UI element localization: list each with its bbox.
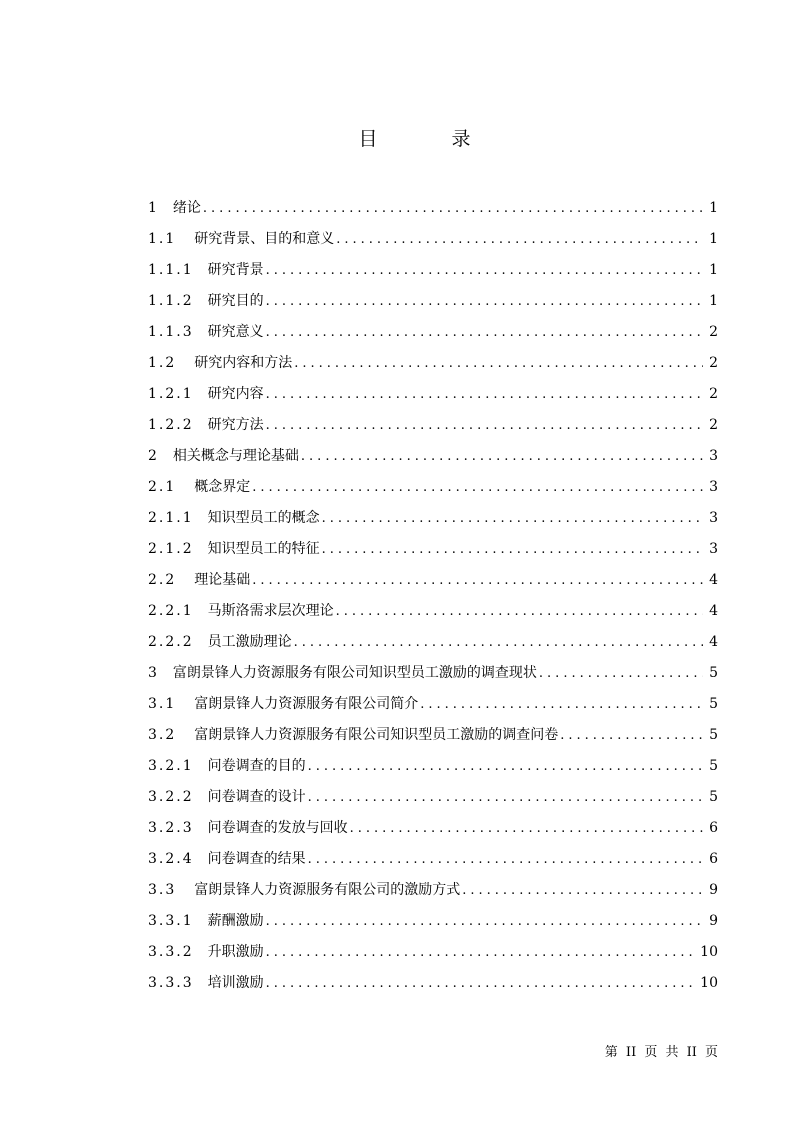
toc-entry-number: 1	[148, 200, 159, 216]
toc-entry-page: 3	[709, 541, 718, 557]
toc-entry-number: 3.3.2	[148, 944, 194, 960]
toc-entry-label: 马斯洛需求层次理论	[207, 603, 334, 619]
toc-entry-page: 1	[709, 262, 718, 278]
toc-entry-page: 5	[709, 789, 718, 805]
toc-entry[interactable]	[148, 568, 718, 599]
toc-entry-label: 富朗景锋人力资源服务有限公司的激励方式	[194, 882, 461, 898]
toc-entry[interactable]	[148, 754, 718, 785]
toc-leader-dots	[294, 352, 703, 376]
toc-entry[interactable]	[148, 320, 718, 351]
toc-leader-dots	[420, 693, 703, 717]
toc-entry-number: 2.2.1	[148, 603, 194, 619]
toc-entry-page: 4	[709, 634, 718, 650]
toc-entry-page: 9	[709, 913, 718, 929]
toc-entry-label: 培训激励	[207, 975, 264, 991]
toc-entry-page: 9	[709, 882, 718, 898]
toc-entry-page: 6	[709, 820, 718, 836]
toc-entry-label: 富朗景锋人力资源服务有限公司知识型员工激励的调查问卷	[194, 727, 559, 743]
toc-entry-number: 3.3	[148, 882, 177, 898]
toc-entry-number: 2	[148, 448, 159, 464]
toc-entry-label: 问卷调查的目的	[207, 758, 306, 774]
toc-entry-number: 3.2.4	[148, 851, 194, 867]
toc-entry-page: 2	[709, 355, 718, 371]
toc-entry-number: 3.2.1	[148, 758, 194, 774]
toc-entry-number: 2.2	[148, 572, 177, 588]
toc-entry-number: 3.1	[148, 696, 177, 712]
toc-entry[interactable]	[148, 847, 718, 878]
page-footer: 第 II 页 共 II 页	[604, 1045, 718, 1060]
toc-entry-page: 1	[709, 293, 718, 309]
toc-entry-page: 10	[700, 975, 718, 991]
toc-entry[interactable]	[148, 692, 718, 723]
toc-entry-label: 知识型员工的特征	[207, 541, 320, 557]
toc-entry-page: 3	[709, 510, 718, 526]
toc-leader-dots	[308, 786, 703, 810]
toc-entry[interactable]	[148, 599, 718, 630]
toc-leader-dots	[252, 569, 703, 593]
toc-entry-label: 研究意义	[207, 324, 264, 340]
toc-entry-page: 3	[709, 448, 718, 464]
toc-entry[interactable]	[148, 878, 718, 909]
toc-entry-label: 问卷调查的发放与回收	[207, 820, 348, 836]
toc-leader-dots	[266, 321, 703, 345]
toc-entry[interactable]	[148, 661, 718, 692]
toc-entry-page: 3	[709, 479, 718, 495]
toc-entry-label: 问卷调查的设计	[207, 789, 306, 805]
toc-entry-label: 知识型员工的概念	[207, 510, 320, 526]
toc-entry-number: 1.2.1	[148, 386, 194, 402]
toc-entry-number: 2.2.2	[148, 634, 194, 650]
toc-entry-number: 1.1.3	[148, 324, 194, 340]
toc-entry-number: 1.2.2	[148, 417, 194, 433]
toc-entry[interactable]	[148, 196, 718, 227]
toc-entry-label: 研究内容和方法	[194, 355, 293, 371]
toc-entry[interactable]	[148, 413, 718, 444]
toc-entry-number: 1.2	[148, 355, 177, 371]
toc-entry[interactable]	[148, 258, 718, 289]
toc-entry[interactable]	[148, 630, 718, 661]
toc-entry-page: 5	[709, 758, 718, 774]
toc-entry[interactable]	[148, 506, 718, 537]
toc-entry-label: 薪酬激励	[207, 913, 264, 929]
toc-entry-label: 富朗景锋人力资源服务有限公司简介	[194, 696, 419, 712]
toc-entry-number: 3.2.2	[148, 789, 194, 805]
toc-leader-dots	[266, 910, 703, 934]
toc-entry[interactable]	[148, 382, 718, 413]
toc-entry-page: 5	[709, 696, 718, 712]
toc-entry-label: 研究方法	[207, 417, 264, 433]
toc-leader-dots	[322, 538, 703, 562]
toc-entry[interactable]	[148, 537, 718, 568]
toc-entry[interactable]	[148, 940, 718, 971]
toc-entry-number: 2.1.1	[148, 510, 194, 526]
toc-leader-dots	[266, 941, 695, 965]
toc-entry-number: 1.1.2	[148, 293, 194, 309]
toc-entry-label: 富朗景锋人力资源服务有限公司知识型员工激励的调查现状	[172, 665, 537, 681]
toc-leader-dots	[266, 290, 703, 314]
toc-leader-dots	[294, 631, 703, 655]
toc-entry-number: 3.2.3	[148, 820, 194, 836]
toc-entry-label: 理论基础	[194, 572, 251, 588]
toc-entry-number: 3.3.1	[148, 913, 194, 929]
toc-entry-label: 研究背景、目的和意义	[194, 231, 335, 247]
toc-leader-dots	[462, 879, 703, 903]
toc-entry-label: 研究内容	[207, 386, 264, 402]
toc-entry-page: 6	[709, 851, 718, 867]
toc-leader-dots	[266, 414, 703, 438]
toc-leader-dots	[308, 848, 703, 872]
toc-entry-number: 1.1	[148, 231, 177, 247]
toc-leader-dots	[322, 507, 703, 531]
toc-entry[interactable]	[148, 227, 718, 258]
toc-leader-dots	[266, 383, 703, 407]
toc-leader-dots	[336, 228, 703, 252]
toc-leader-dots	[252, 476, 703, 500]
toc-entry-page: 4	[709, 603, 718, 619]
toc-entry-page: 5	[709, 665, 718, 681]
toc-entry-label: 研究目的	[207, 293, 264, 309]
toc-leader-dots	[560, 724, 703, 748]
toc-entry[interactable]	[148, 351, 718, 382]
toc-leader-dots	[266, 972, 695, 996]
toc-entry-number: 2.1	[148, 479, 177, 495]
toc-entry[interactable]	[148, 909, 718, 940]
toc-entry[interactable]	[148, 723, 718, 754]
toc-entry-page: 5	[709, 727, 718, 743]
page-title: 目 录	[358, 128, 505, 150]
toc-entry-label: 绪论	[172, 200, 201, 216]
toc-leader-dots	[336, 600, 703, 624]
toc-leader-dots	[308, 755, 703, 779]
toc-entry[interactable]	[148, 971, 718, 1002]
toc-entry-number: 1.1.1	[148, 262, 194, 278]
toc-entry-page: 2	[709, 386, 718, 402]
toc-entry[interactable]	[148, 475, 718, 506]
toc-entry-page: 1	[709, 200, 718, 216]
toc-entry-page: 4	[709, 572, 718, 588]
toc-entry-label: 研究背景	[207, 262, 264, 278]
toc-entry-label: 问卷调查的结果	[207, 851, 306, 867]
toc-entry-number: 3	[148, 665, 159, 681]
toc-entry-page: 2	[709, 324, 718, 340]
toc-entry-label: 员工激励理论	[207, 634, 292, 650]
toc-entry-number: 3.3.3	[148, 975, 194, 991]
toc-entry[interactable]	[148, 444, 718, 475]
toc-entry[interactable]	[148, 785, 718, 816]
toc-leader-dots	[539, 662, 703, 686]
toc-leader-dots	[350, 817, 703, 841]
toc-leader-dots	[301, 445, 703, 469]
toc-entry-number: 3.2	[148, 727, 177, 743]
toc-entry-number: 2.1.2	[148, 541, 194, 557]
table-of-contents	[148, 196, 718, 1002]
toc-leader-dots	[203, 197, 703, 221]
toc-entry[interactable]	[148, 289, 718, 320]
toc-entry-page: 10	[700, 944, 718, 960]
toc-leader-dots	[266, 259, 703, 283]
toc-entry-page: 2	[709, 417, 718, 433]
toc-entry-page: 1	[709, 231, 718, 247]
toc-entry[interactable]	[148, 816, 718, 847]
toc-entry-label: 升职激励	[207, 944, 264, 960]
toc-entry-label: 相关概念与理论基础	[172, 448, 299, 464]
toc-entry-label: 概念界定	[194, 479, 251, 495]
